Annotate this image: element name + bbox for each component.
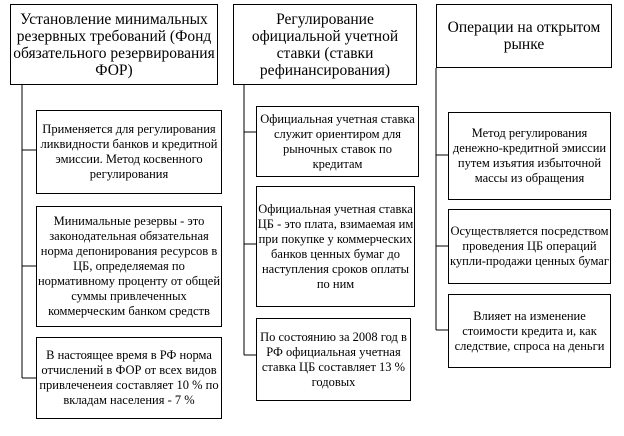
col3-item-2: Осуществляется посредством проведения ЦБ операций купли-продажи ценных бумаг <box>448 209 611 284</box>
col1-item-3: В настоящее время в РФ норма отчислений в ФОР от всех видов привлеченеия составляет 10 % по вкладам населения - 7 % <box>36 337 222 419</box>
col2-item-3: По состоянию за 2008 год в РФ официальная учетная ставка ЦБ составляет 13 % годовых <box>256 318 411 401</box>
col2-header: Регулирование официальной учетной ставки (ставки рефинансирования) <box>233 4 417 85</box>
col2-item-1: Официальная учетная ставка служит ориентиром для рыночных ставок по кредитам <box>256 106 419 177</box>
col1-item-1: Применяется для регулирования ликвидности банков и кредитной эмиссии. Метод косвенного регулирования <box>36 110 222 194</box>
col3-item-1: Метод регулирования денежно-кредитной эмиссии путем изъятия избыточной массы из обращения <box>448 112 611 200</box>
col1-item-2: Минимальные резервы - это законодательная обязательная норма депонирования ресурсов в ЦБ, определяемая по нормативному проценту от общей суммы привлеченных коммерческим банком средств <box>36 206 222 327</box>
col2-item-2: Официальная учетная ставка ЦБ - это плата, взимаемая им при покупке у коммерческих банков ценных бумаг до наступления сроков оплаты по ним <box>256 186 415 307</box>
col3-item-3: Влияет на изменение стоимости кредита и, как следствие, спроса на деньги <box>448 294 611 368</box>
col1-header: Установление минимальных резервных требований (Фонд обязательного резервирования ФОР) <box>10 4 218 85</box>
col3-header: Операции на открытом рынке <box>436 4 612 68</box>
